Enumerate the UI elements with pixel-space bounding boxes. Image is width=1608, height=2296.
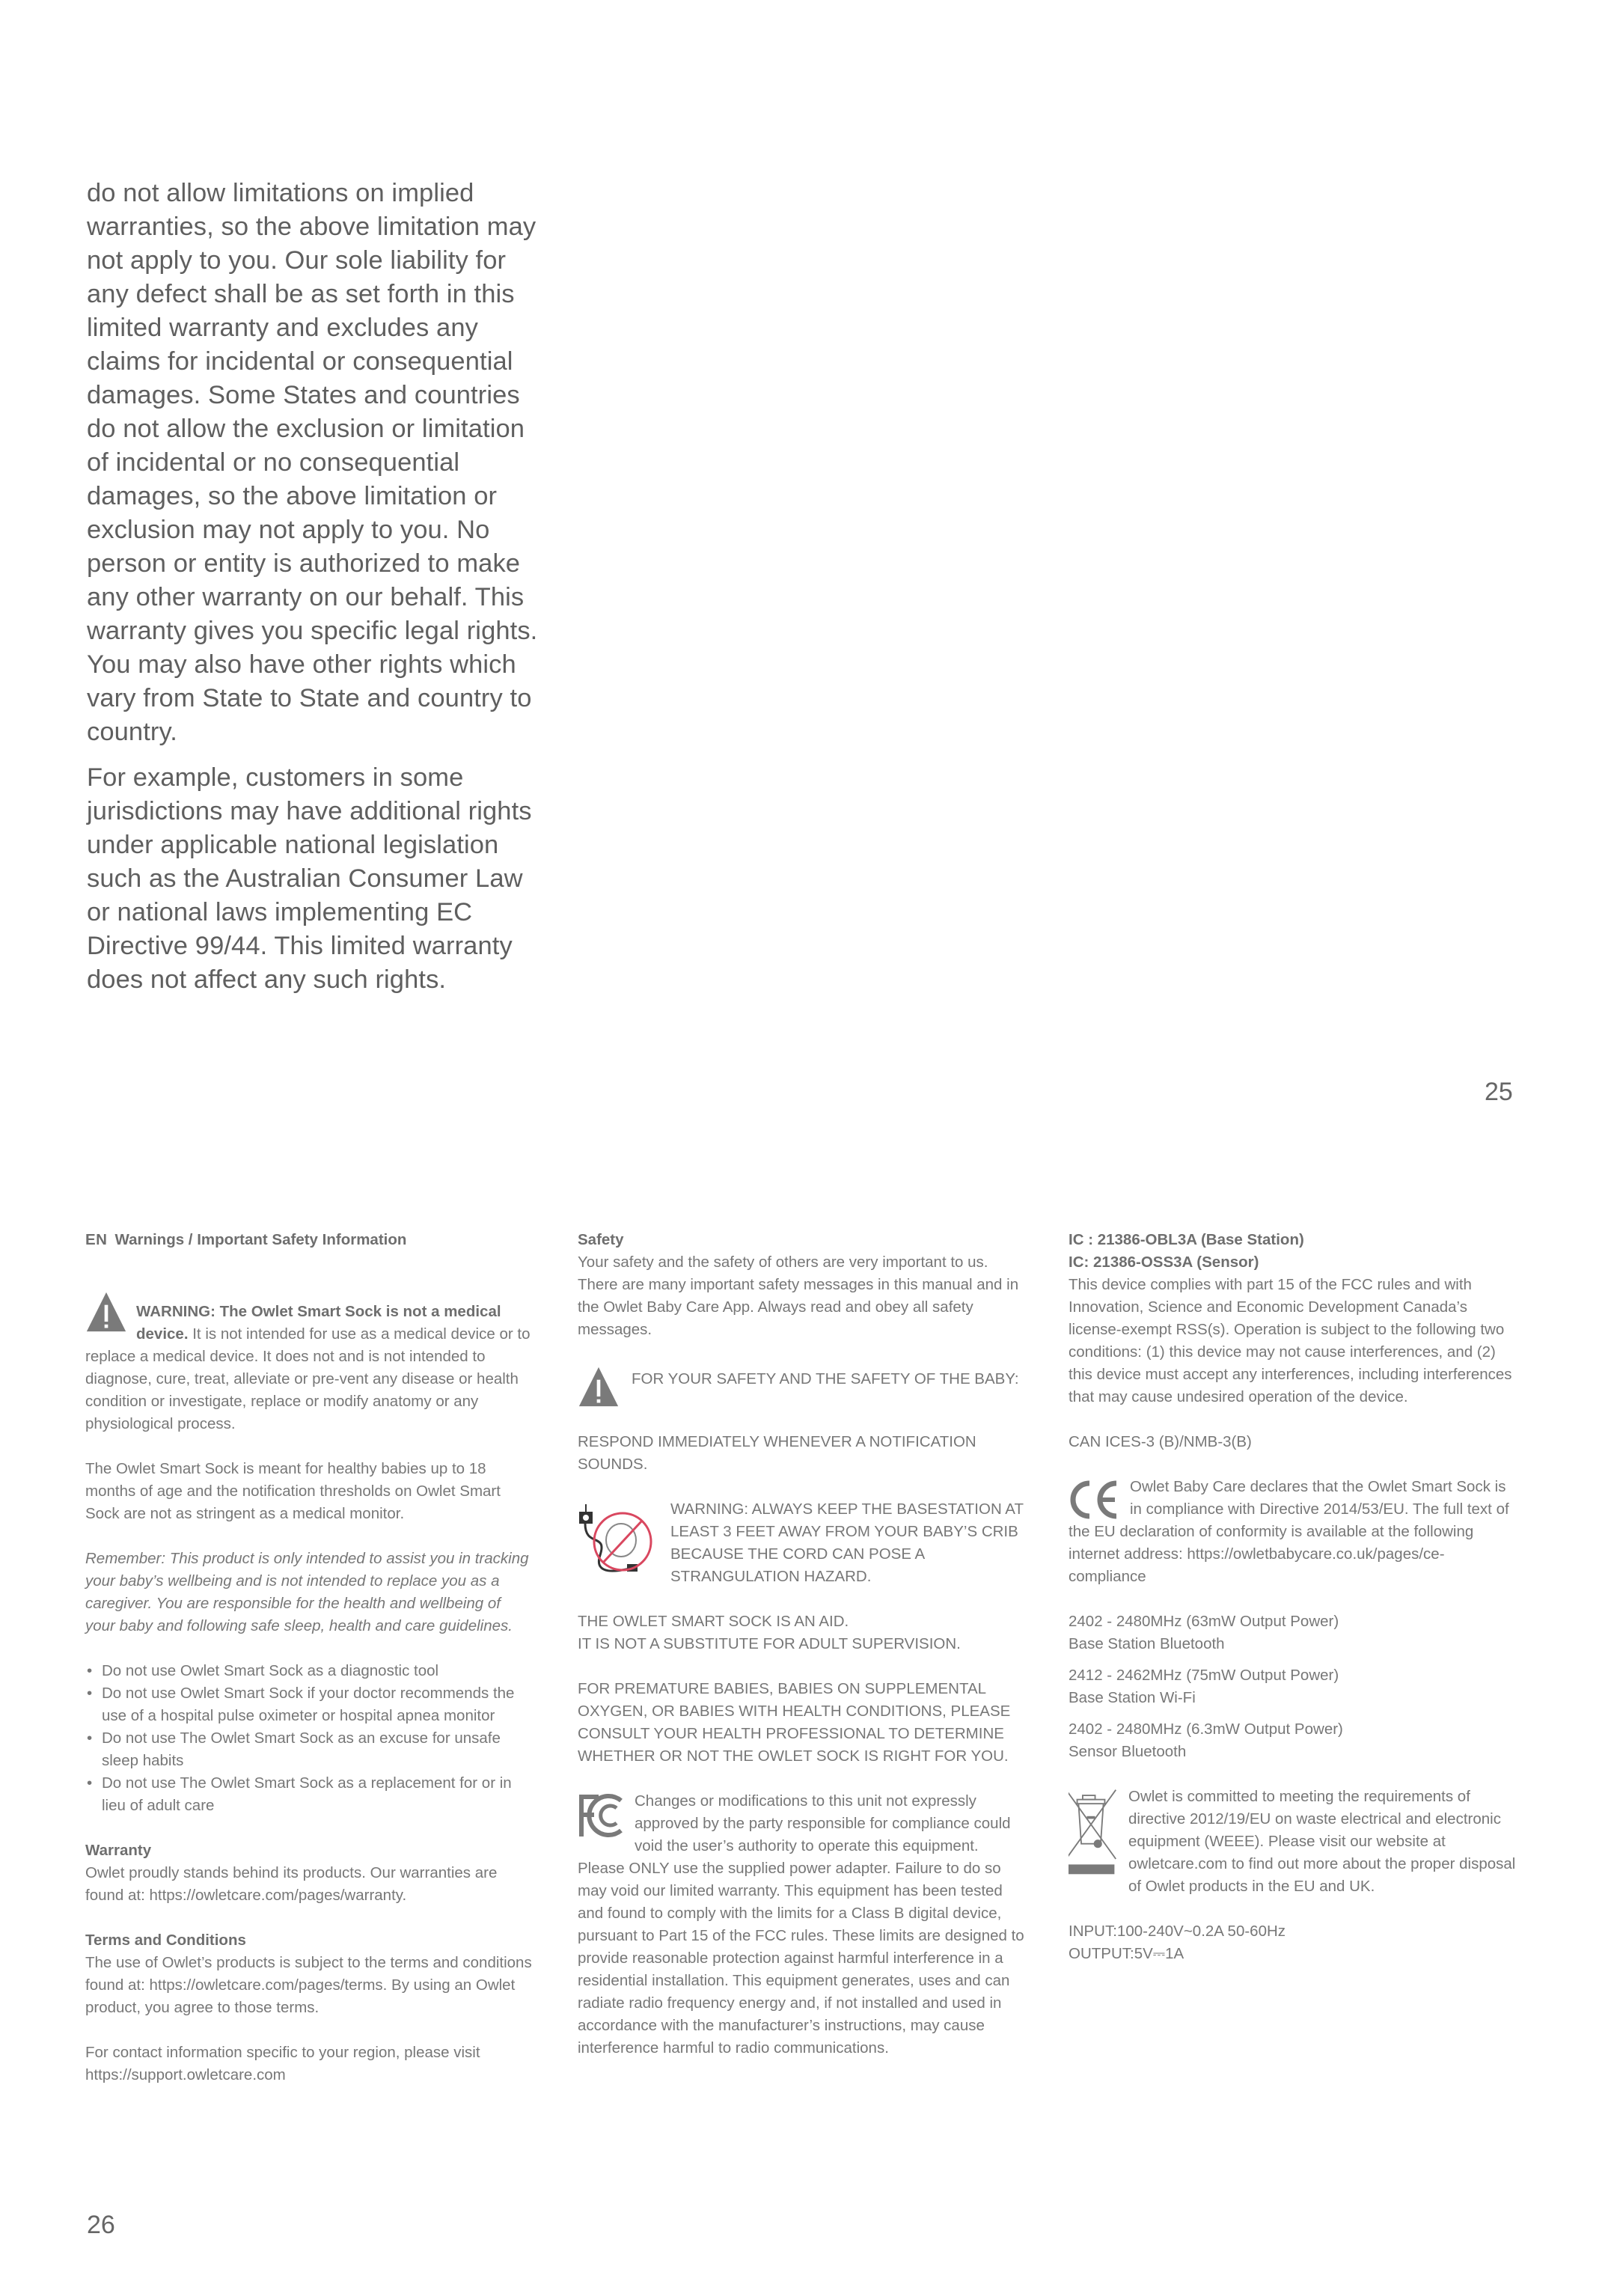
ce-declaration <box>1069 1476 1517 1588</box>
warning-bold-text: WARNING: The Owlet Smart Sock is not a medical device. <box>136 1303 501 1343</box>
warranty-paragraph-2: For example, customers in some jurisdictions may have additional rights under applicable national legislation such as the Australian Consumer Law or national laws implementing EC Directive 99/44. This limited warranty does not affect any such rights. <box>87 763 532 994</box>
radio-spec-label: Sensor Bluetooth <box>1069 1743 1187 1760</box>
column-compliance <box>1069 1229 1517 1965</box>
fcc-logo-icon <box>578 1793 626 1838</box>
safety-notice <box>578 1364 1027 1408</box>
power-output: OUTPUT:5V⎓1A <box>1069 1945 1184 1962</box>
list-item: • Do not use Owlet Smart Sock if your doctor recommends the use of a hospital pulse oximeter or hospital apnea monitor <box>85 1682 534 1727</box>
fcc-notice <box>578 1790 1027 2060</box>
warranty-text: Owlet proudly stands behind its products. Our warranties are found at: https://owletcare.com/pages/warranty. <box>85 1864 498 1904</box>
respond-text: RESPOND IMMEDIATELY WHENEVER A NOTIFICATION SOUNDS. <box>578 1433 976 1473</box>
language-badge: EN <box>85 1231 108 1248</box>
weee-crossed-bin-icon <box>1069 1787 1121 1877</box>
list-item: • Do not use Owlet Smart Sock as a diagnostic tool <box>85 1660 534 1682</box>
radio-spec-range: 2402 - 2480MHz (63mW Output Power) <box>1069 1613 1339 1630</box>
section-title <box>85 1229 534 1251</box>
fcc-text: Changes or modifications to this unit not expressly approved by the party responsible for compliance could void the user’s authority to operate this equipment. Please ONLY use the supplied power adapter. Failure to do so may void our limited warranty. This equipment has been tested and found to comply with the limits for a Class B digital device, pursuant to Part 15 of the FCC rules. These limits are designed to provide reasonable protection against harmful interference in a residential installation. This equipment generates, uses and can radiate radio frequency energy and, if not installed and used in accordance with the manufacturer’s instructions, may cause interference harmful to radio communications. <box>578 1792 1024 2057</box>
column-safety <box>578 1229 1027 2060</box>
can-ices-text: CAN ICES-3 (B)/NMB-3(B) <box>1069 1433 1252 1450</box>
terms-text: The use of Owlet’s products is subject to the terms and conditions found at: https://owletcare.com/pages/terms. By using an Owlet product, you agree to those terms. <box>85 1954 532 2016</box>
weee-notice <box>1069 1786 1517 1898</box>
ic-sensor: IC: 21386-OSS3A (Sensor) <box>1069 1254 1259 1271</box>
basestation-warning-text: WARNING: ALWAYS KEEP THE BASESTATION AT LEAST 3 FEET AWAY FROM YOUR BABY’S CRIB BECAUSE THE CORD CAN POSE A STRANGULATION HAZARD. <box>670 1500 1024 1585</box>
premature-babies-text: FOR PREMATURE BABIES, BABIES ON SUPPLEMENTAL OXYGEN, OR BABIES WITH HEALTH CONDITIONS, PLEASE CONSULT YOUR HEALTH PROFESSIONAL TO DETERMINE WHETHER OR NOT THE OWLET SOCK IS RIGHT FOR YOU. <box>578 1680 1011 1765</box>
radio-spec-item <box>1069 1718 1517 1763</box>
cord-strangulation-prohibition-icon <box>578 1503 660 1581</box>
warranty-continuation-text <box>87 177 543 1009</box>
for-your-safety-text: FOR YOUR SAFETY AND THE SAFETY OF THE BABY: <box>632 1370 1019 1387</box>
ce-text: Owlet Baby Care declares that the Owlet Smart Sock is in compliance with Directive 2014/53/EU. The full text of the EU declaration of conformity is available at the following internet address: https://owletbabycare.co.uk/pages/ce-compliance <box>1069 1478 1509 1585</box>
warranty-paragraph-1: do not allow limitations on implied warranties, so the above limitation may not apply to you. Our sole liability for any defect shall be as set forth in this limited warranty and excludes any claims for incidental or consequential damages. Some States and countries do not allow the exclusion or limitation of incidental or no consequential damages, so the above limitation or exclusion may not apply to you. No person or entity is authorized to make any other warranty on our behalf. This warranty gives you specific legal rights. You may also have other rights which vary from State to State and country to country. <box>87 179 538 746</box>
warning-body-text: It is not intended for use as a medical device or to replace a medical device. It does not and is not intended to diagnose, cure, treat, alleviate or pre-vent any disease or health condition or investigate, replace or modify anatomy or any physiological process. <box>85 1325 531 1432</box>
weee-text: Owlet is committed to meeting the requirements of directive 2012/19/EU on waste electrical and electronic equipment (WEEE). Please visit our website at owletcare.com to find out more about the proper disposal of Owlet products in the EU and UK. <box>1128 1788 1516 1895</box>
warning-triangle-icon <box>85 1290 127 1334</box>
page-26 <box>0 1148 1608 2296</box>
compliance-text: This device complies with part 15 of the FCC rules and with Innovation, Science and Economic Development Canada’s license-exempt RSS(s). Operation is subject to the following two conditions: (1) this device may not cause interferences, and (2) this device must accept any interferences, including interferences that may cause undesired operation of the device. <box>1069 1276 1512 1405</box>
warranty-heading: Warranty <box>85 1842 152 1859</box>
warning-triangle-icon <box>578 1365 620 1408</box>
page-heading: Warnings / Important Safety Information <box>114 1231 407 1248</box>
column-warnings <box>85 1229 534 2086</box>
strangulation-warning <box>578 1498 1027 1588</box>
contact-text: For contact information specific to your region, please visit https://support.owletcare.com <box>85 2044 480 2083</box>
ce-mark-icon <box>1069 1480 1122 1519</box>
aid-line-1: THE OWLET SMART SOCK IS AN AID. <box>578 1613 849 1630</box>
radio-spec-range: 2412 - 2462MHz (75mW Output Power) <box>1069 1667 1339 1684</box>
safety-heading: Safety <box>578 1231 624 1248</box>
terms-heading: Terms and Conditions <box>85 1932 246 1949</box>
page-number: 26 <box>87 2211 115 2239</box>
radio-spec-item <box>1069 1610 1517 1655</box>
safety-text: Your safety and the safety of others are very important to us. There are many important safety messages in this manual and in the Owlet Baby Care App. Always read and obey all safety messages. <box>578 1254 1019 1338</box>
radio-spec-label: Base Station Wi-Fi <box>1069 1689 1196 1706</box>
usage-restrictions-list <box>85 1660 534 1817</box>
aid-line-2: IT IS NOT A SUBSTITUTE FOR ADULT SUPERVISION. <box>578 1635 961 1652</box>
radio-spec-label: Base Station Bluetooth <box>1069 1635 1225 1652</box>
medical-device-warning <box>85 1287 534 1435</box>
radio-spec-item <box>1069 1664 1517 1709</box>
power-input: INPUT:100-240V~0.2A 50-60Hz <box>1069 1923 1286 1940</box>
healthy-babies-text: The Owlet Smart Sock is meant for healthy babies up to 18 months of age and the notification thresholds on Owlet Smart Sock are not as stringent as a medical monitor. <box>85 1460 501 1522</box>
remember-text: Remember: This product is only intended to assist you in tracking your baby’s wellbeing and is not intended to replace you as a caregiver. You are responsible for the health and wellbeing of your baby and following safe sleep, health and care guidelines. <box>85 1550 529 1634</box>
ic-base-station: IC : 21386-OBL3A (Base Station) <box>1069 1231 1304 1248</box>
list-item: • Do not use The Owlet Smart Sock as a replacement for or in lieu of adult care <box>85 1772 534 1817</box>
page-number: 25 <box>1485 1078 1513 1106</box>
list-item: • Do not use The Owlet Smart Sock as an excuse for unsafe sleep habits <box>85 1727 534 1772</box>
radio-spec-range: 2402 - 2480MHz (6.3mW Output Power) <box>1069 1721 1343 1738</box>
